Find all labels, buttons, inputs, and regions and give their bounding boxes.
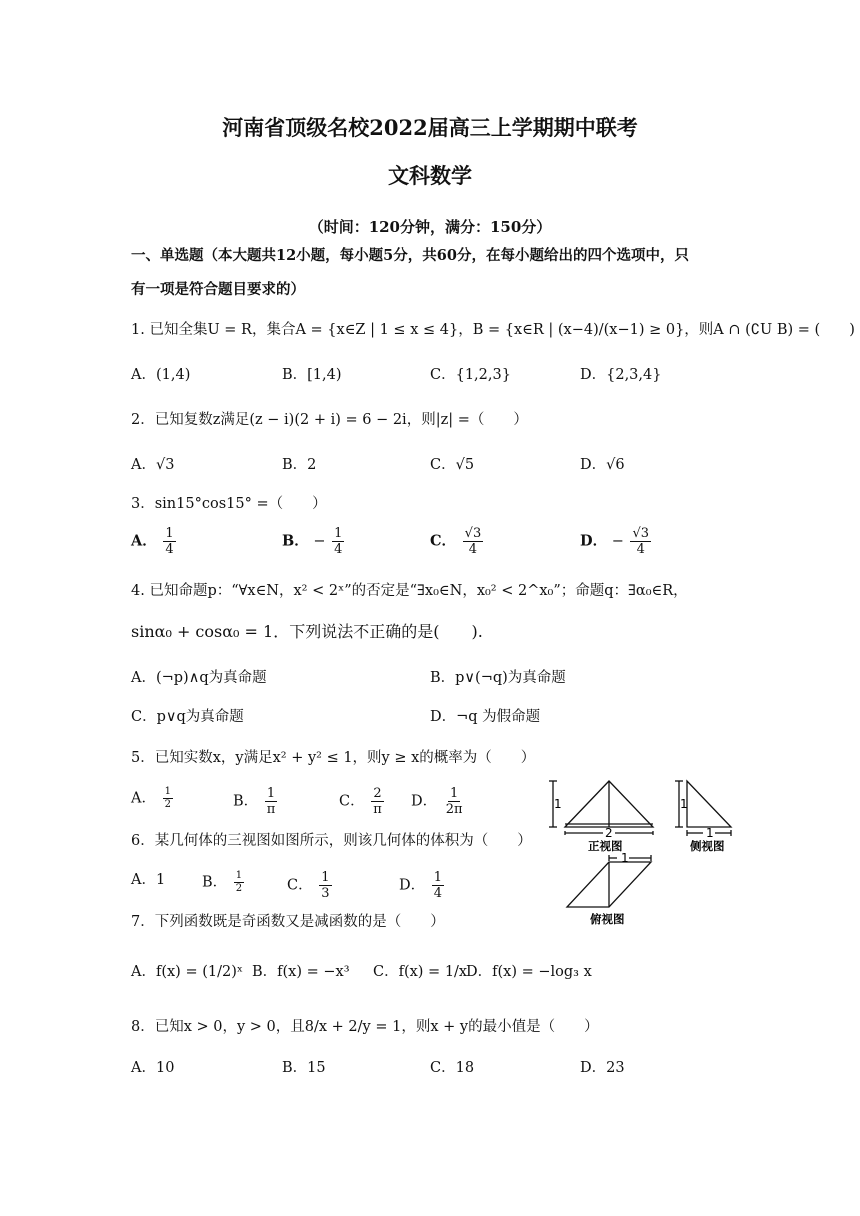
q5-stem: 5．已知实数x，y满足x² + y² ≤ 1，则y ≥ x的概率为（ ） xyxy=(131,750,536,766)
q6-option-d-label: D． xyxy=(399,877,426,894)
q3-option-c xyxy=(430,526,485,557)
q3-option-a-numerator: 1 xyxy=(165,526,174,541)
q5-option-d-numerator: 1 xyxy=(450,786,459,801)
q2-stem: 2．已知复数z满足(z − i)(2 + i) = 6 − 2i，则|z| =（ ） xyxy=(131,412,528,428)
q5-option-c-numerator: 2 xyxy=(373,786,382,801)
q6-option-d-denominator: 4 xyxy=(433,886,443,901)
q3-option-a-label: A． xyxy=(131,532,157,550)
q5-option-d xyxy=(411,786,467,817)
q3-option-b xyxy=(282,526,346,557)
q8-stem: 8．已知x > 0，y > 0，且8/x + 2/y = 1，则x + y的最小值是（ ） xyxy=(131,1019,599,1035)
q5-option-b xyxy=(233,786,279,817)
top-width-dim: 1 xyxy=(621,851,629,865)
q4-option-c: C．p∨q为真命题 xyxy=(131,709,244,725)
q6-option-b-denominator: 2 xyxy=(235,883,243,894)
exam-info: （时间：120分钟，满分：150分） xyxy=(308,218,552,236)
three-view-figure xyxy=(545,775,750,925)
q3-option-d-fraction xyxy=(630,526,651,557)
q1-stem: 1. 已知全集U = R，集合A = {x∈Z | 1 ≤ x ≤ 4}，B = {x∈R | (x−4)/(x−1) ≥ 0}，则A ∩ (∁U B) = ( ) xyxy=(131,322,855,338)
front-view-label: 正视图 xyxy=(588,839,623,853)
q5-option-d-fraction xyxy=(444,786,465,817)
q5-option-a xyxy=(131,786,175,811)
q2-option-c: C．√5 xyxy=(430,457,475,473)
q5-option-a-numerator: 1 xyxy=(164,786,171,797)
q4-option-b: B．p∨(¬q)为真命题 xyxy=(430,670,566,686)
front-view xyxy=(549,781,653,835)
q7-stem: 7．下列函数既是奇函数又是减函数的是（ ） xyxy=(131,914,445,930)
q5-option-a-fraction xyxy=(163,786,173,811)
q3-option-a xyxy=(131,526,178,557)
q5-option-b-fraction xyxy=(265,786,278,817)
q6-option-c-label: C． xyxy=(287,877,313,894)
q5-option-b-numerator: 1 xyxy=(266,786,276,801)
q4-option-d: D．¬q 为假命题 xyxy=(430,709,541,725)
q2-option-d: D．√6 xyxy=(580,457,625,473)
q7-option-a: A．f(x) = (1/2)ˣ xyxy=(131,964,243,980)
q8-option-a: A．10 xyxy=(131,1060,175,1076)
q8-option-c: C．18 xyxy=(430,1060,475,1076)
top-view-label: 俯视图 xyxy=(590,912,625,925)
q2-option-a: A．√3 xyxy=(131,457,175,473)
q5-option-b-label: B． xyxy=(233,793,259,810)
q3-option-d-sign: − xyxy=(611,533,624,550)
q6-option-b-fraction xyxy=(234,870,244,895)
q2-option-b: B．2 xyxy=(282,457,317,473)
q5-option-d-label: D． xyxy=(411,793,438,810)
q3-option-b-fraction xyxy=(332,526,344,557)
section-heading-line1: 一、单选题（本大题共12小题，每小题5分，共60分，在每小题给出的四个选项中，只 xyxy=(131,247,689,264)
q6-option-a: A．1 xyxy=(131,872,166,888)
exam-title: 河南省顶级名校2022届高三上学期期中联考 xyxy=(222,115,638,140)
q8-option-d: D．23 xyxy=(580,1060,625,1076)
q4-stem-line2: sinα₀ + cosα₀ = 1．下列说法不正确的是( ). xyxy=(131,622,483,641)
front-width-dim: 2 xyxy=(605,826,613,840)
q7-option-c: C．f(x) = 1/x xyxy=(373,964,468,980)
q6-option-b-label: B． xyxy=(202,874,228,891)
q6-option-c-fraction xyxy=(319,870,331,901)
q3-option-c-fraction xyxy=(463,526,484,557)
q3-option-c-label: C． xyxy=(430,532,457,550)
q3-stem: 3．sin15°cos15° =（ ） xyxy=(131,496,327,512)
q5-option-c-denominator: π xyxy=(373,802,382,817)
q6-option-c xyxy=(287,870,334,901)
q7-option-b: B．f(x) = −x³ xyxy=(252,964,350,980)
q5-option-a-label: A． xyxy=(131,790,156,807)
q3-option-b-denominator: 4 xyxy=(334,542,343,557)
q6-option-d xyxy=(399,870,446,901)
q6-option-b xyxy=(202,870,246,895)
q3-option-d xyxy=(580,526,653,557)
q6-option-d-numerator: 1 xyxy=(433,870,443,885)
q3-option-a-denominator: 4 xyxy=(165,542,174,557)
q6-option-b-numerator: 1 xyxy=(235,870,243,881)
q3-option-d-numerator: √3 xyxy=(632,526,650,541)
top-view xyxy=(567,855,651,907)
q6-option-c-numerator: 1 xyxy=(321,870,330,885)
q4-option-a: A．(¬p)∧q为真命题 xyxy=(131,670,267,686)
q1-option-a: A．(1,4) xyxy=(131,367,191,383)
q3-option-b-numerator: 1 xyxy=(334,526,343,541)
q7-option-d: D．f(x) = −log₃ x xyxy=(466,964,592,980)
exam-subject: 文科数学 xyxy=(388,163,472,188)
q3-option-a-fraction xyxy=(163,526,175,557)
q3-option-c-denominator: 4 xyxy=(468,542,478,557)
side-width-dim: 1 xyxy=(706,826,714,840)
q6-stem: 6．某几何体的三视图如图所示，则该几何体的体积为（ ） xyxy=(131,833,532,849)
q1-option-b: B．[1,4) xyxy=(282,367,342,383)
q1-option-c: C．{1,2,3} xyxy=(430,367,511,383)
q3-option-d-denominator: 4 xyxy=(636,542,645,557)
side-height-dim: 1 xyxy=(680,797,688,811)
q1-option-d: D．{2,3,4} xyxy=(580,367,662,383)
front-height-dim: 1 xyxy=(554,797,562,811)
side-view-label: 侧视图 xyxy=(690,839,725,853)
q5-option-c xyxy=(339,786,386,817)
q5-option-b-denominator: π xyxy=(266,802,276,817)
q6-option-c-denominator: 3 xyxy=(321,886,330,901)
q5-option-c-fraction xyxy=(371,786,384,817)
q5-option-a-denominator: 2 xyxy=(164,799,171,810)
section-heading-line2: 有一项是符合题目要求的） xyxy=(131,281,305,298)
q3-option-c-numerator: √3 xyxy=(464,526,482,541)
q4-stem-line1: 4. 已知命题p：“∀x∈N，x² < 2ˣ”的否定是“∃x₀∈N，x₀² < 2^x₀”；命题q：∃α₀∈R， xyxy=(131,583,688,599)
q5-option-c-label: C． xyxy=(339,793,365,810)
q3-option-b-sign: − xyxy=(313,533,326,550)
q3-option-b-label: B． xyxy=(282,532,309,550)
q3-option-d-label: D． xyxy=(580,532,608,550)
q6-option-d-fraction xyxy=(432,870,444,901)
q8-option-b: B．15 xyxy=(282,1060,326,1076)
q5-option-d-denominator: 2π xyxy=(445,802,463,817)
